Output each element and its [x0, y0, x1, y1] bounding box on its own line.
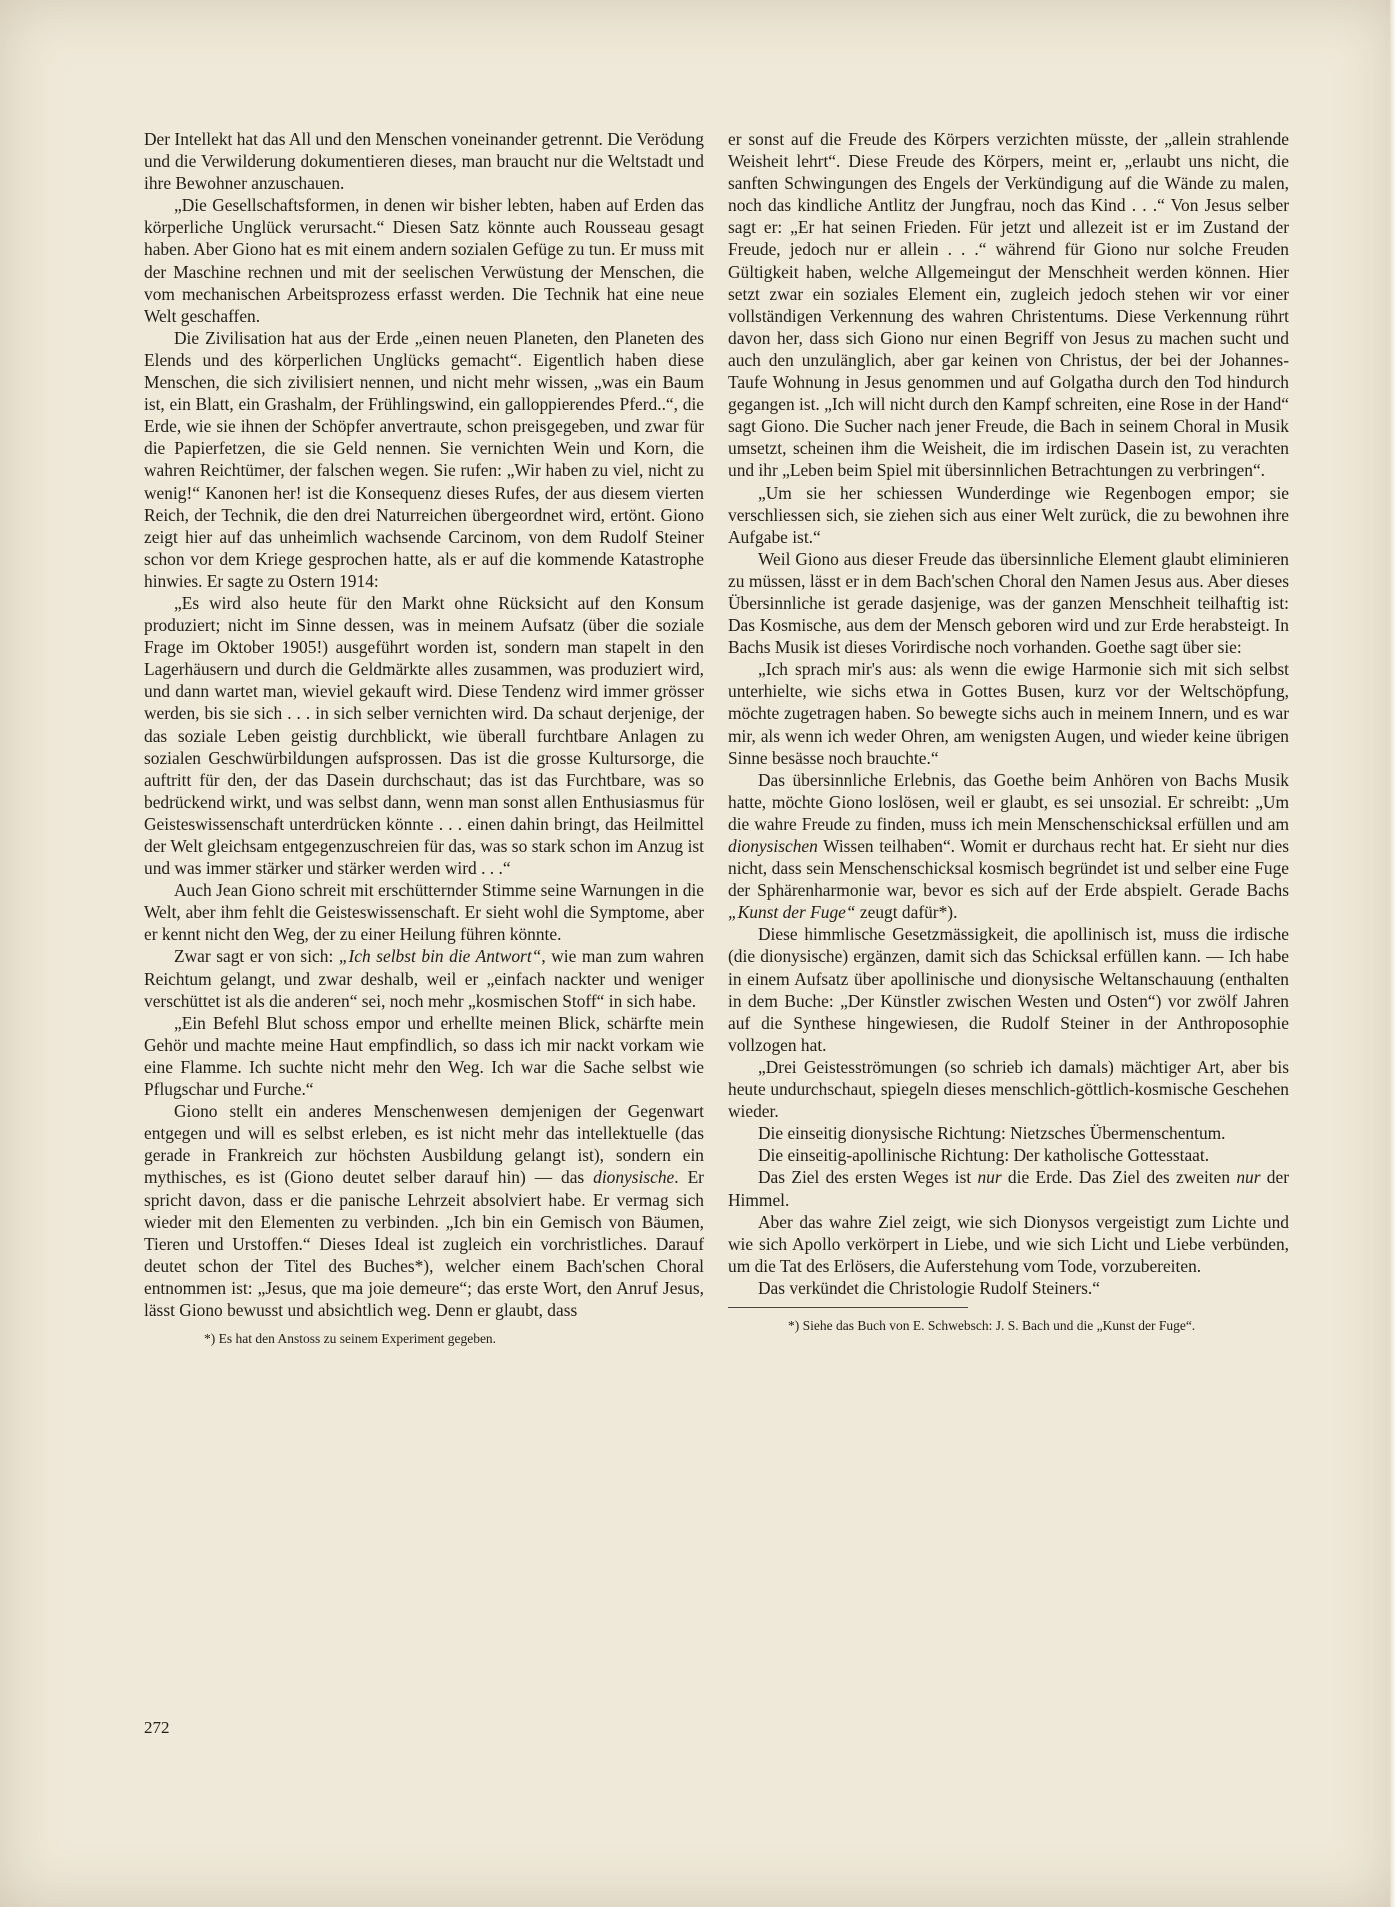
right-column	[728, 128, 1289, 1334]
steiner-quote: „Es wird also heute für den Markt ohne Rücksicht auf den Konsum produziert; nicht im Sinne dessen, was in meinem Aufsatz (über die soziale Frage im Oktober 1905!) ausgeführt worden ist, sondern man stapelt in den Lagerhäusern und durch die Geldmärkte alles zusammen, was produziert wird, und dann wartet man, wieviel gekauft wird. Diese Tendenz wird immer grösser werden, bis sie sich . . . in sich selber vernichten wird. Da schaut derjenige, der das soziale Leben geistig durchblickt, wie überall furchtbare Anlagen zu sozialen Geschwürbildungen aufsprossen. Das ist die grosse Kultursorge, die auftritt für den, der das Dasein durchschaut; das ist das Furchtbare, was so bedrückend wirkt, und was selbst dann, wenn man sonst allen Enthusiasmus für Geisteswissenschaft unterdrücken könnte . . . einen dahin bringt, das Heilmittel der Welt gleichsam entgegenzuschreien für das, was so stark schon im Anzug ist und was immer stärker und stärker werden wird . . .“	[144, 592, 704, 879]
italic-title: „Kunst der Fuge“	[728, 902, 856, 923]
left-column	[144, 128, 704, 1347]
paragraph: „Drei Geistesströmungen (so schrieb ich damals) mächtiger Art, aber bis heute undurchschaut, spiegeln dieses menschlich-göttlich-kosmische Geschehen wieder.	[728, 1056, 1289, 1122]
paragraph: Diese himmlische Gesetzmässigkeit, die apollinisch ist, muss die irdische (die dionysische) ergänzen, damit sich das Schicksal erfüllen kann. — Ich habe in einem Aufsatz über apollinische und dionysische Weltanschauung (enthalten in dem Buche: „Der Künstler zwischen Westen und Osten“) vor zwölf Jahren auf die Synthese hingewiesen, die Rudolf Steiner in der Anthroposophie vollzogen hat.	[728, 924, 1289, 1055]
paragraph: Aber das wahre Ziel zeigt, wie sich Dionysos vergeistigt zum Lichte und wie sich Apollo verkörpert in Liebe, und wie sich Licht und Liebe verbünden, um die Tat des Erlösers, die Auferstehung vom Tode, vorzubereiten.	[728, 1211, 1289, 1276]
giono-quote: „Um sie her schiessen Wunderdinge wie Regenbogen empor; sie verschliessen sich, sie ziehen sich aus einer Welt zurück, die zu bewohnen ihre Aufgabe ist.“	[728, 482, 1289, 547]
footnote: *) Es hat den Anstoss zu seinem Experiment gegeben.	[204, 1331, 497, 1347]
footnote-rule	[728, 1307, 968, 1308]
page-number: 272	[144, 1718, 170, 1737]
italic-word: nur	[1236, 1167, 1261, 1188]
paragraph: Das verkündet die Christologie Rudolf Steiners.“	[758, 1277, 1100, 1298]
italic-word: dionysische	[593, 1167, 675, 1188]
goethe-quote: „Ich sprach mir's aus: als wenn die ewige Harmonie sich mit sich selbst unterhielte, wie sichs etwa in Gottes Busen, kurz vor der Weltschöpfung, möchte zugetragen haben. So bewegte sichs auch in meinem Innern, und es war mir, als wenn ich weder Ohren, am wenigsten Augen, und wieder keine übrigen Sinne besässe noch brauchte.“	[728, 659, 1289, 768]
paragraph: er sonst auf die Freude des Körpers verzichten müsste, der „allein strahlende Weisheit lehrt“. Diese Freude des Körpers, meint er, „erlaubt uns nicht, die sanften Schwingungen des Engels der Verkündigung auf die Wände zu malen, noch das kindliche Antlitz der Jungfrau, noch das Kind . . .“ Von Jesus selber sagt er: „Er hat seinen Frieden. Für jetzt und allezeit ist er im Zustand der Freude, jedoch nur er allein . . .“ während für Giono nur solche Freuden Gültigkeit haben, welche Allgemeingut der Menschheit werden können. Hier setzt zwar ein soziales Element ein, zugleich jedoch stehen wir vor einer vollständigen Verkennung des wahren Christentums. Diese Verkennung rührt davon her, dass sich Giono nur einen Begriff von Jesus zu machen sucht und auch den unzulänglich, aber gar keinen von Christus, der bei der Johannes-Taufe Wohnung in Jesus genommen und auf Golgatha durch den Tod hindurch gegangen ist. „Ich will nicht durch den Kampf schreiten, eine Rose in der Hand“ sagt Giono. Die Sucher nach jener Freude, die Bach in seinem Choral in Musik umsetzt, scheinen ihm die Weisheit, die im irdischen Dasein ist, zu verachten und ihr „Leben beim Spiel mit übersinnlichen Betrachtungen zu verbringen“.	[728, 129, 1289, 481]
paragraph: „Die Gesellschaftsformen, in denen wir bisher lebten, haben auf Erden das körperliche Unglück verursacht.“ Diesen Satz könnte auch Rousseau gesagt haben. Aber Giono hat es mit einem andern sozialen Gefüge zu tun. Er muss mit der Maschine rechnen und mit der seelischen Verwüstung der Menschen, die vom mechanischen Arbeitsprozess erfasst werden. Die Technik hat eine neue Welt geschaffen.	[144, 195, 704, 326]
paragraph: Weil Giono aus dieser Freude das übersinnliche Element glaubt eliminieren zu müssen, lässt er in dem Bach'schen Choral den Namen Jesus aus. Aber dieses Übersinnliche ist gerade dasjenige, was der ganzen Menschheit teilhaftig ist: Das Kosmische, aus dem der Mensch geboren wird und zur Erde herabsteigt. In Bachs Musik ist dieses Vorirdische noch vorhanden. Goethe sagt über sie:	[728, 548, 1289, 658]
giono-quote: „Ein Befehl Blut schoss empor und erhellte meinen Blick, schärfte mein Gehör und machte meine Haut empfindlich, so dass ich mir nackt vorkam wie eine Flamme. Ich suchte nicht mehr den Weg. Ich war die Sache selbst wie Pflugschar und Furche.“	[144, 1012, 704, 1100]
paragraph: Die einseitig dionysische Richtung: Nietzsches Übermenschentum.	[758, 1123, 1226, 1144]
italic-phrase: „Ich selbst bin die Antwort“	[338, 946, 542, 967]
paragraph: Der Intellekt hat das All und den Menschen voneinander getrennt. Die Verödung und die Verwilderung dokumentieren dieses, man braucht nur die Weltstadt und ihre Bewohner anzuschauen.	[144, 129, 704, 194]
paragraph: Zwar sagt er von sich: „Ich selbst bin die Antwort“, wie man zum wahren Reichtum gelangt, und zwar deshalb, weil er „einfach nackter und weniger verschüttet ist als die anderen“ sei, noch mehr „kosmischen Stoff“ in sich habe.	[144, 946, 704, 1011]
italic-word: nur	[977, 1167, 1002, 1188]
paragraph: Die einseitig-apollinische Richtung: Der katholische Gottesstaat.	[758, 1145, 1210, 1166]
paragraph: Das Ziel des ersten Weges ist nur die Erde. Das Ziel des zweiten nur der Himmel.	[728, 1167, 1289, 1210]
footnote: *) Siehe das Buch von E. Schwebsch: J. S. Bach und die „Kunst der Fuge“.	[788, 1317, 1196, 1333]
paragraph: Die Zivilisation hat aus der Erde „einen neuen Planeten, den Planeten des Elends und des körperlichen Unglücks gemacht“. Eigentlich haben diese Menschen, die sich zivilisiert nennen, und nicht mehr wissen, „was ein Baum ist, ein Blatt, ein Grashalm, der Frühlingswind, ein galloppierendes Pferd..“, die Erde, wie sie ihnen der Schöpfer anvertraute, schon preisgegeben, und zwar für die Papierfetzen, die sie Geld nennen. Sie vernichten Wein und Korn, die wahren Reichtümer, der falschen wegen. Sie rufen: „Wir haben zu viel, nicht zu wenig!“ Kanonen her! ist die Konsequenz dieses Rufes, der aus diesem vierten Reich, der Technik, die den drei Naturreichen übergeordnet wird, ertönt. Giono zeigt hier auf das unheimlich wachsende Carcinom, von dem Rudolf Steiner schon vor dem Kriege gesprochen hatte, als er auf die kommende Katastrophe hinwies. Er sagte zu Ostern 1914:	[144, 327, 704, 591]
paragraph: Das übersinnliche Erlebnis, das Goethe beim Anhören von Bachs Musik hatte, möchte Giono loslösen, weil er glaubt, es sei unsozial. Er schreibt: „Um die wahre Freude zu finden, muss ich mein Menschenschicksal erfüllen und am dionysischen Wissen teilhaben“. Womit er durchaus recht hat. Er sieht nur dies nicht, dass sein Menschenschicksal kosmisch begründet ist und selber eine Fuge der Sphärenharmonie war, bevor es sich auf der Erde abspielt. Gerade Bachs „Kunst der Fuge“ zeugt dafür*).	[728, 769, 1289, 923]
paragraph: Auch Jean Giono schreit mit erschütternder Stimme seine Warnungen in die Welt, aber ihm fehlt die Geisteswissenschaft. Er sieht wohl die Symptome, aber er kennt nicht den Weg, der zu einer Heilung führen könnte.	[144, 880, 704, 945]
paragraph: Giono stellt ein anderes Menschenwesen demjenigen der Gegenwart entgegen und will es selbst erleben, es ist nicht mehr das intellektuelle (das gerade in Frankreich zur höchsten Ausbildung gelangt ist), sondern ein mythisches, es ist (Giono deutet selber darauf hin) — das dionysische. Er spricht davon, dass er die panische Lehrzeit absolviert habe. Er vermag sich wieder mit den Elementen zu verbinden. „Ich bin ein Gemisch von Bäumen, Tieren und Urstoffen.“ Dieses Ideal ist zugleich ein vorchristliches. Darauf deutet schon der Titel des Buches*), welcher einem Bach'schen Choral entnommen ist: „Jesus, que ma joie demeure“; das erste Wort, den Anruf Jesus, lässt Giono bewusst und absichtlich weg. Denn er glaubt, dass	[144, 1101, 704, 1320]
italic-word: dionysischen	[728, 836, 818, 856]
